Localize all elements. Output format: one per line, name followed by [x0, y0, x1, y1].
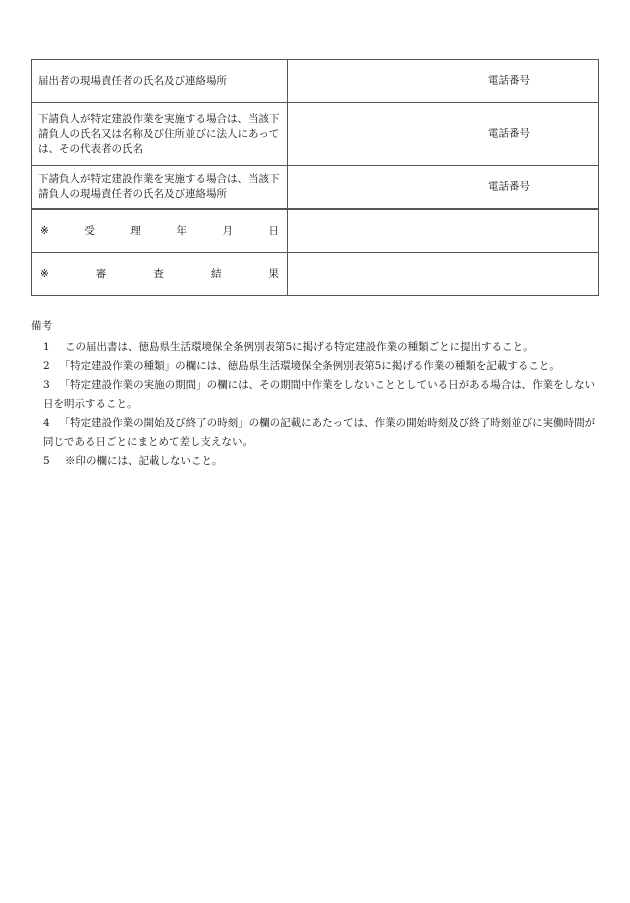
subcontractor-name-field[interactable] [288, 103, 599, 166]
note-text: ※印の欄には、記載しないこと。 [65, 455, 223, 467]
receipt-char: 年 [176, 224, 187, 237]
subcontractor-name-label: 下請負人が特定建設作業を実施する場合は、当該下請負人の氏名又は名称及び住所並びに法人にあっては、その代表者の氏名 [32, 103, 288, 166]
note-item [31, 357, 596, 376]
notes-title: 備考 [31, 320, 52, 332]
subcontractor-manager-label: 下請負人が特定建設作業を実施する場合は、当該下請負人の現場責任者の氏名及び連絡場所 [32, 166, 288, 210]
receipt-date-label [32, 209, 288, 253]
note-text: 「特定建設作業の種類」の欄には、徳島県生活環境保全条例別表第5に掲げる作業の種類を記載すること。 [59, 360, 560, 372]
receipt-char: 受 [84, 224, 95, 237]
notes-section [31, 317, 596, 471]
subcontractor-manager-field[interactable] [288, 166, 599, 210]
table-row [32, 209, 599, 253]
review-char: 果 [268, 267, 279, 280]
note-number: 4 [43, 417, 50, 429]
review-char: 査 [153, 267, 164, 280]
receipt-char: 月 [222, 224, 233, 237]
notification-form-table [31, 59, 599, 296]
note-number: 1 [43, 341, 50, 353]
note-number: 5 [43, 455, 50, 467]
review-result-label [32, 253, 288, 296]
phone-number-label: 電話番号 [488, 74, 530, 87]
note-item [31, 414, 596, 452]
receipt-char: 日 [268, 224, 279, 237]
note-text: 「特定建設作業の実施の期間」の欄には、その期間中作業をしないこととしている日がある場合は、作業をしない日を明示すること。 [43, 379, 596, 410]
site-manager-field[interactable] [288, 60, 599, 103]
note-item [31, 452, 596, 471]
note-number: 3 [43, 379, 50, 391]
review-char: 結 [210, 267, 222, 280]
note-text: 「特定建設作業の開始及び終了の時刻」の欄の記載にあたっては、作業の開始時刻及び終了時刻並びに実働時間が同じである日ごとにまとめて差し支えない。 [43, 417, 596, 448]
note-item [31, 376, 596, 414]
table-row [32, 253, 599, 296]
table-row [32, 166, 599, 210]
review-char: ※ [40, 267, 49, 280]
review-result-field[interactable] [288, 253, 599, 296]
note-number: 2 [43, 360, 50, 372]
receipt-char: ※ [40, 224, 49, 237]
note-text: この届出書は、徳島県生活環境保全条例別表第5に掲げる特定建設作業の種類ごとに提出すること。 [65, 341, 534, 353]
receipt-char: 理 [130, 224, 141, 237]
site-manager-label: 届出者の現場責任者の氏名及び連絡場所 [32, 60, 288, 103]
note-item [31, 338, 596, 357]
receipt-date-field[interactable] [288, 209, 599, 253]
phone-number-label: 電話番号 [488, 180, 530, 193]
review-char: 審 [95, 267, 107, 280]
phone-number-label: 電話番号 [488, 127, 530, 140]
table-row [32, 103, 599, 166]
table-row [32, 60, 599, 103]
